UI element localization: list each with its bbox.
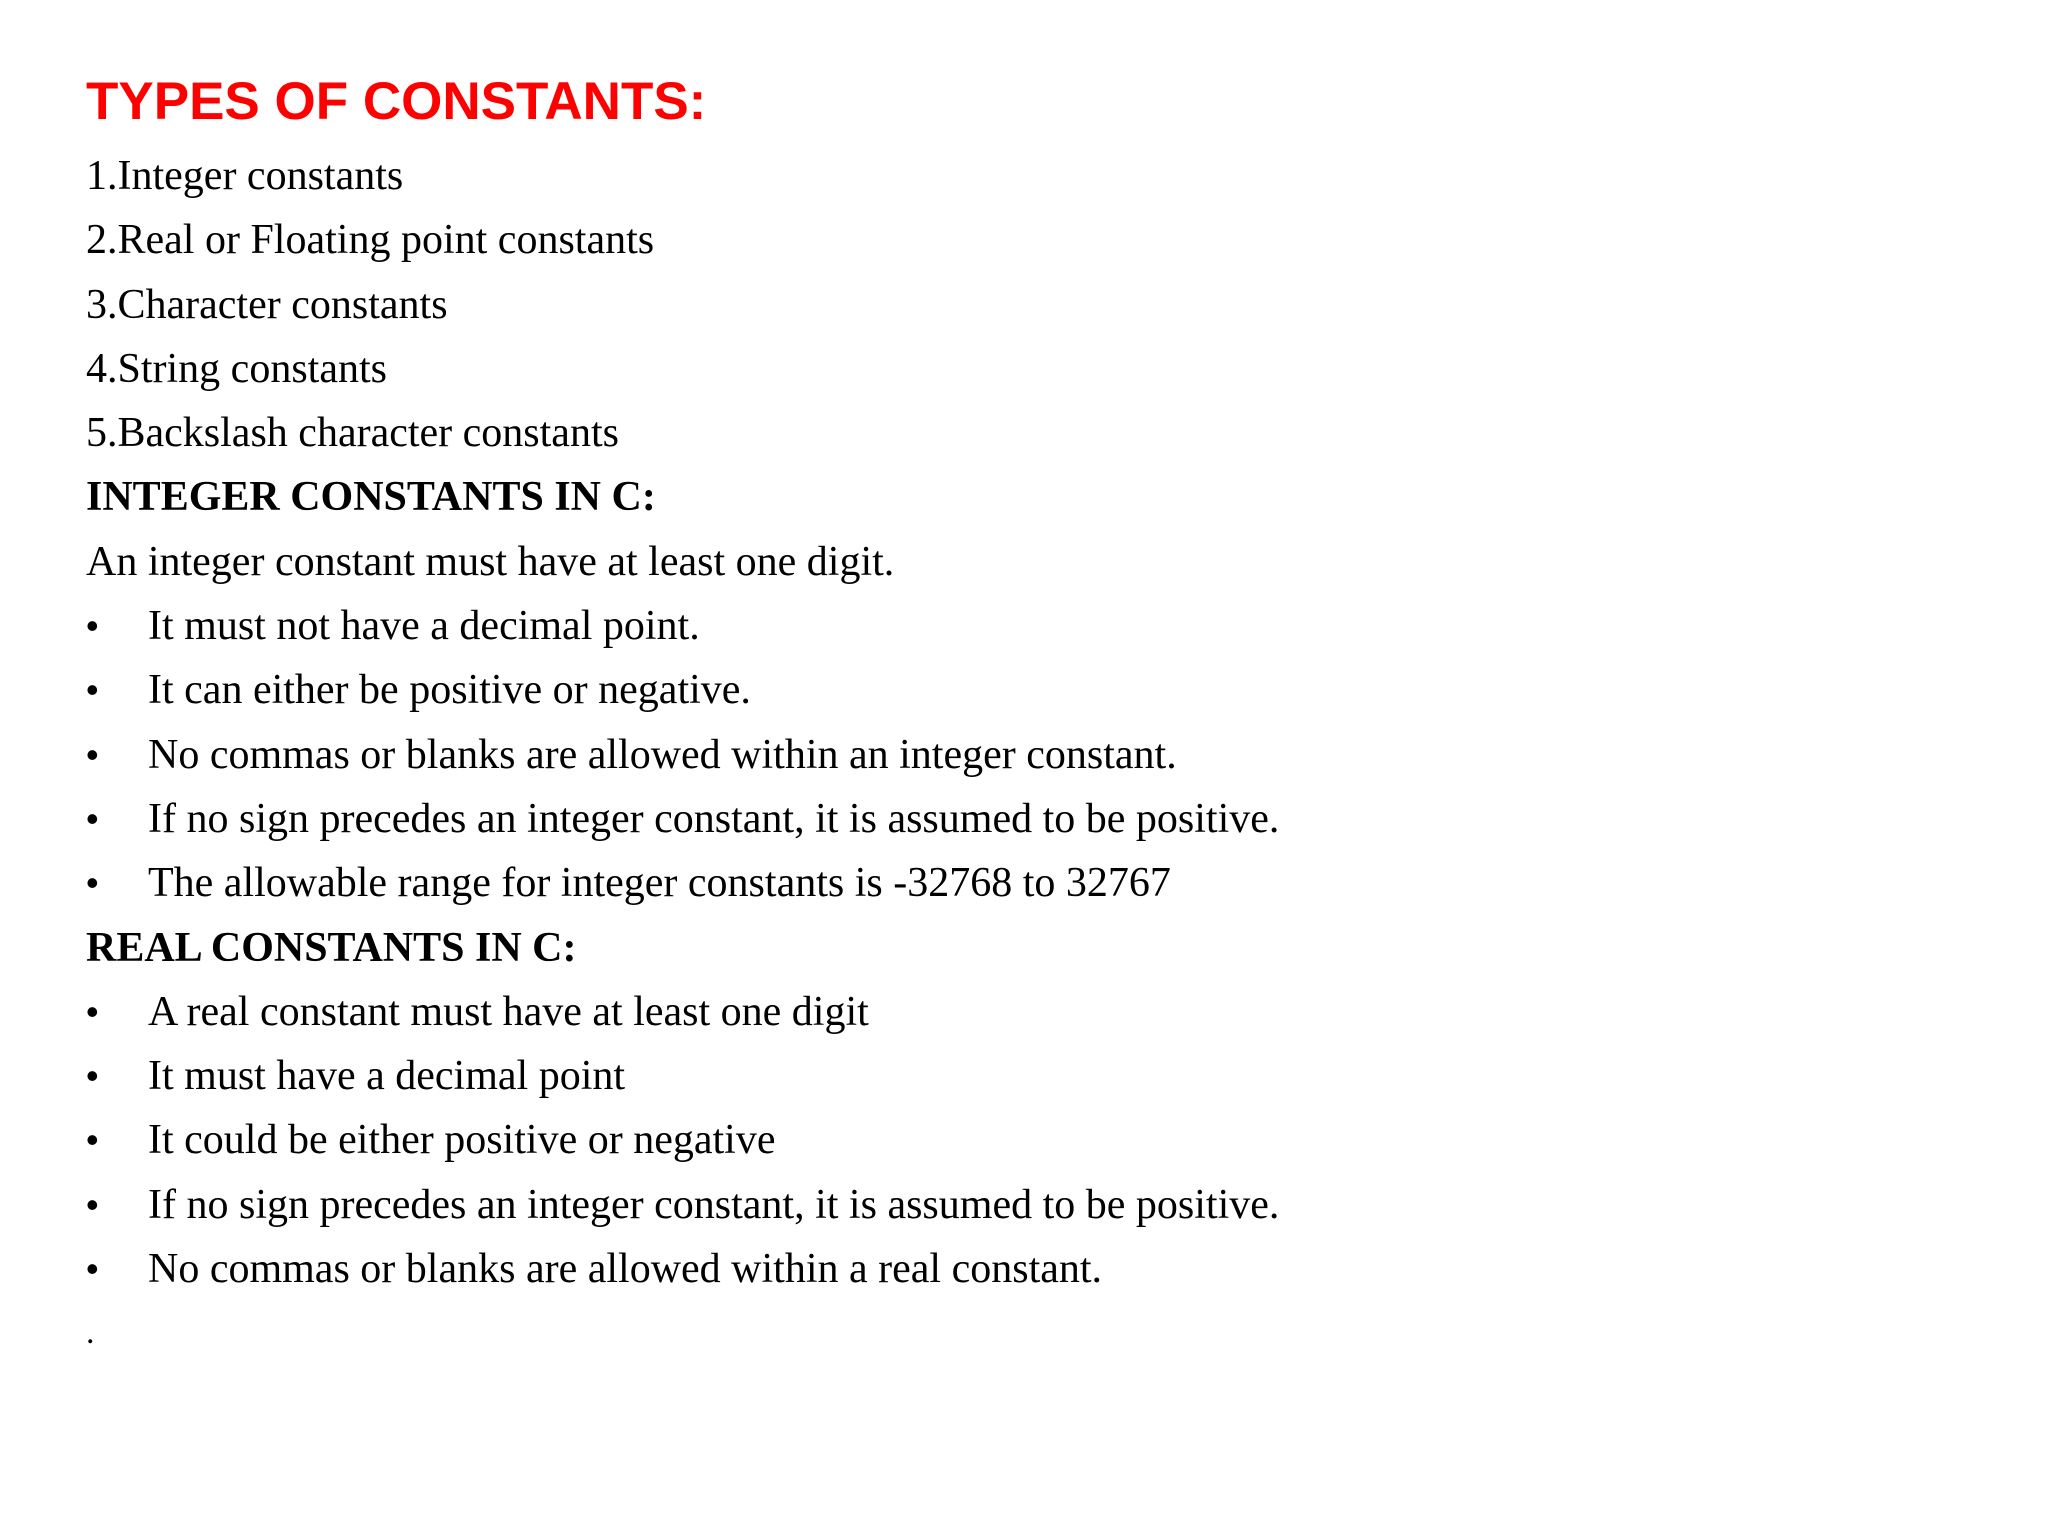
bullet-text: If no sign precedes an integer constant, it is assumed to be positive. bbox=[148, 1181, 1280, 1228]
slide-title: TYPES OF CONSTANTS: bbox=[86, 72, 707, 131]
types-list-item: 4.String constants bbox=[86, 345, 387, 392]
bullet-text: The allowable range for integer constants is -32768 to 32767 bbox=[148, 860, 1171, 907]
real-bullet-item bbox=[86, 1237, 1279, 1301]
bullet-text: It could be either positive or negative bbox=[148, 1117, 776, 1164]
bullet-icon: • bbox=[86, 990, 99, 1032]
types-list-item: 1.Integer constants bbox=[86, 153, 404, 199]
real-bullet-item bbox=[86, 980, 1279, 1044]
integer-bullet-item bbox=[86, 594, 1279, 658]
integer-bullet-item bbox=[86, 723, 1279, 787]
real-section-heading: REAL CONSTANTS IN C: bbox=[86, 924, 577, 971]
bullet-icon: • bbox=[86, 1119, 99, 1161]
bullet-text: If no sign precedes an integer constant, it is assumed to be positive. bbox=[148, 795, 1280, 842]
slide-body bbox=[86, 144, 1279, 1366]
bullet-text: It must not have a decimal point. bbox=[148, 603, 700, 650]
integer-bullet-item bbox=[86, 787, 1279, 851]
types-list-item: 3.Character constants bbox=[86, 281, 448, 328]
bullet-icon: • bbox=[86, 669, 99, 711]
bullet-text: No commas or blanks are allowed within a real constant. bbox=[148, 1246, 1103, 1293]
bullet-text: It can either be positive or negative. bbox=[148, 667, 751, 714]
bullet-icon: • bbox=[86, 733, 99, 775]
integer-bullet-item bbox=[86, 851, 1279, 915]
types-list-item: 2.Real or Floating point constants bbox=[86, 217, 655, 264]
integer-section-heading: INTEGER CONSTANTS IN C: bbox=[86, 474, 656, 521]
bullet-text: No commas or blanks are allowed within an integer constant. bbox=[148, 731, 1177, 778]
trailing-text: . bbox=[86, 1314, 95, 1352]
real-bullet-item bbox=[86, 1108, 1279, 1172]
bullet-icon: • bbox=[86, 1055, 99, 1097]
bullet-icon: • bbox=[86, 797, 99, 839]
bullet-icon: • bbox=[86, 1248, 99, 1290]
integer-section-intro: An integer constant must have at least one digit. bbox=[86, 538, 895, 585]
real-bullet-item bbox=[86, 1173, 1279, 1237]
bullet-text: A real constant must have at least one digit bbox=[148, 988, 869, 1035]
types-list-item: 5.Backslash character constants bbox=[86, 410, 619, 457]
bullet-icon: • bbox=[86, 605, 99, 647]
bullet-text: It must have a decimal point bbox=[148, 1053, 626, 1100]
integer-bullet-item bbox=[86, 658, 1279, 722]
bullet-icon: • bbox=[86, 1183, 99, 1225]
real-bullet-item bbox=[86, 1044, 1279, 1108]
bullet-icon: • bbox=[86, 862, 99, 904]
